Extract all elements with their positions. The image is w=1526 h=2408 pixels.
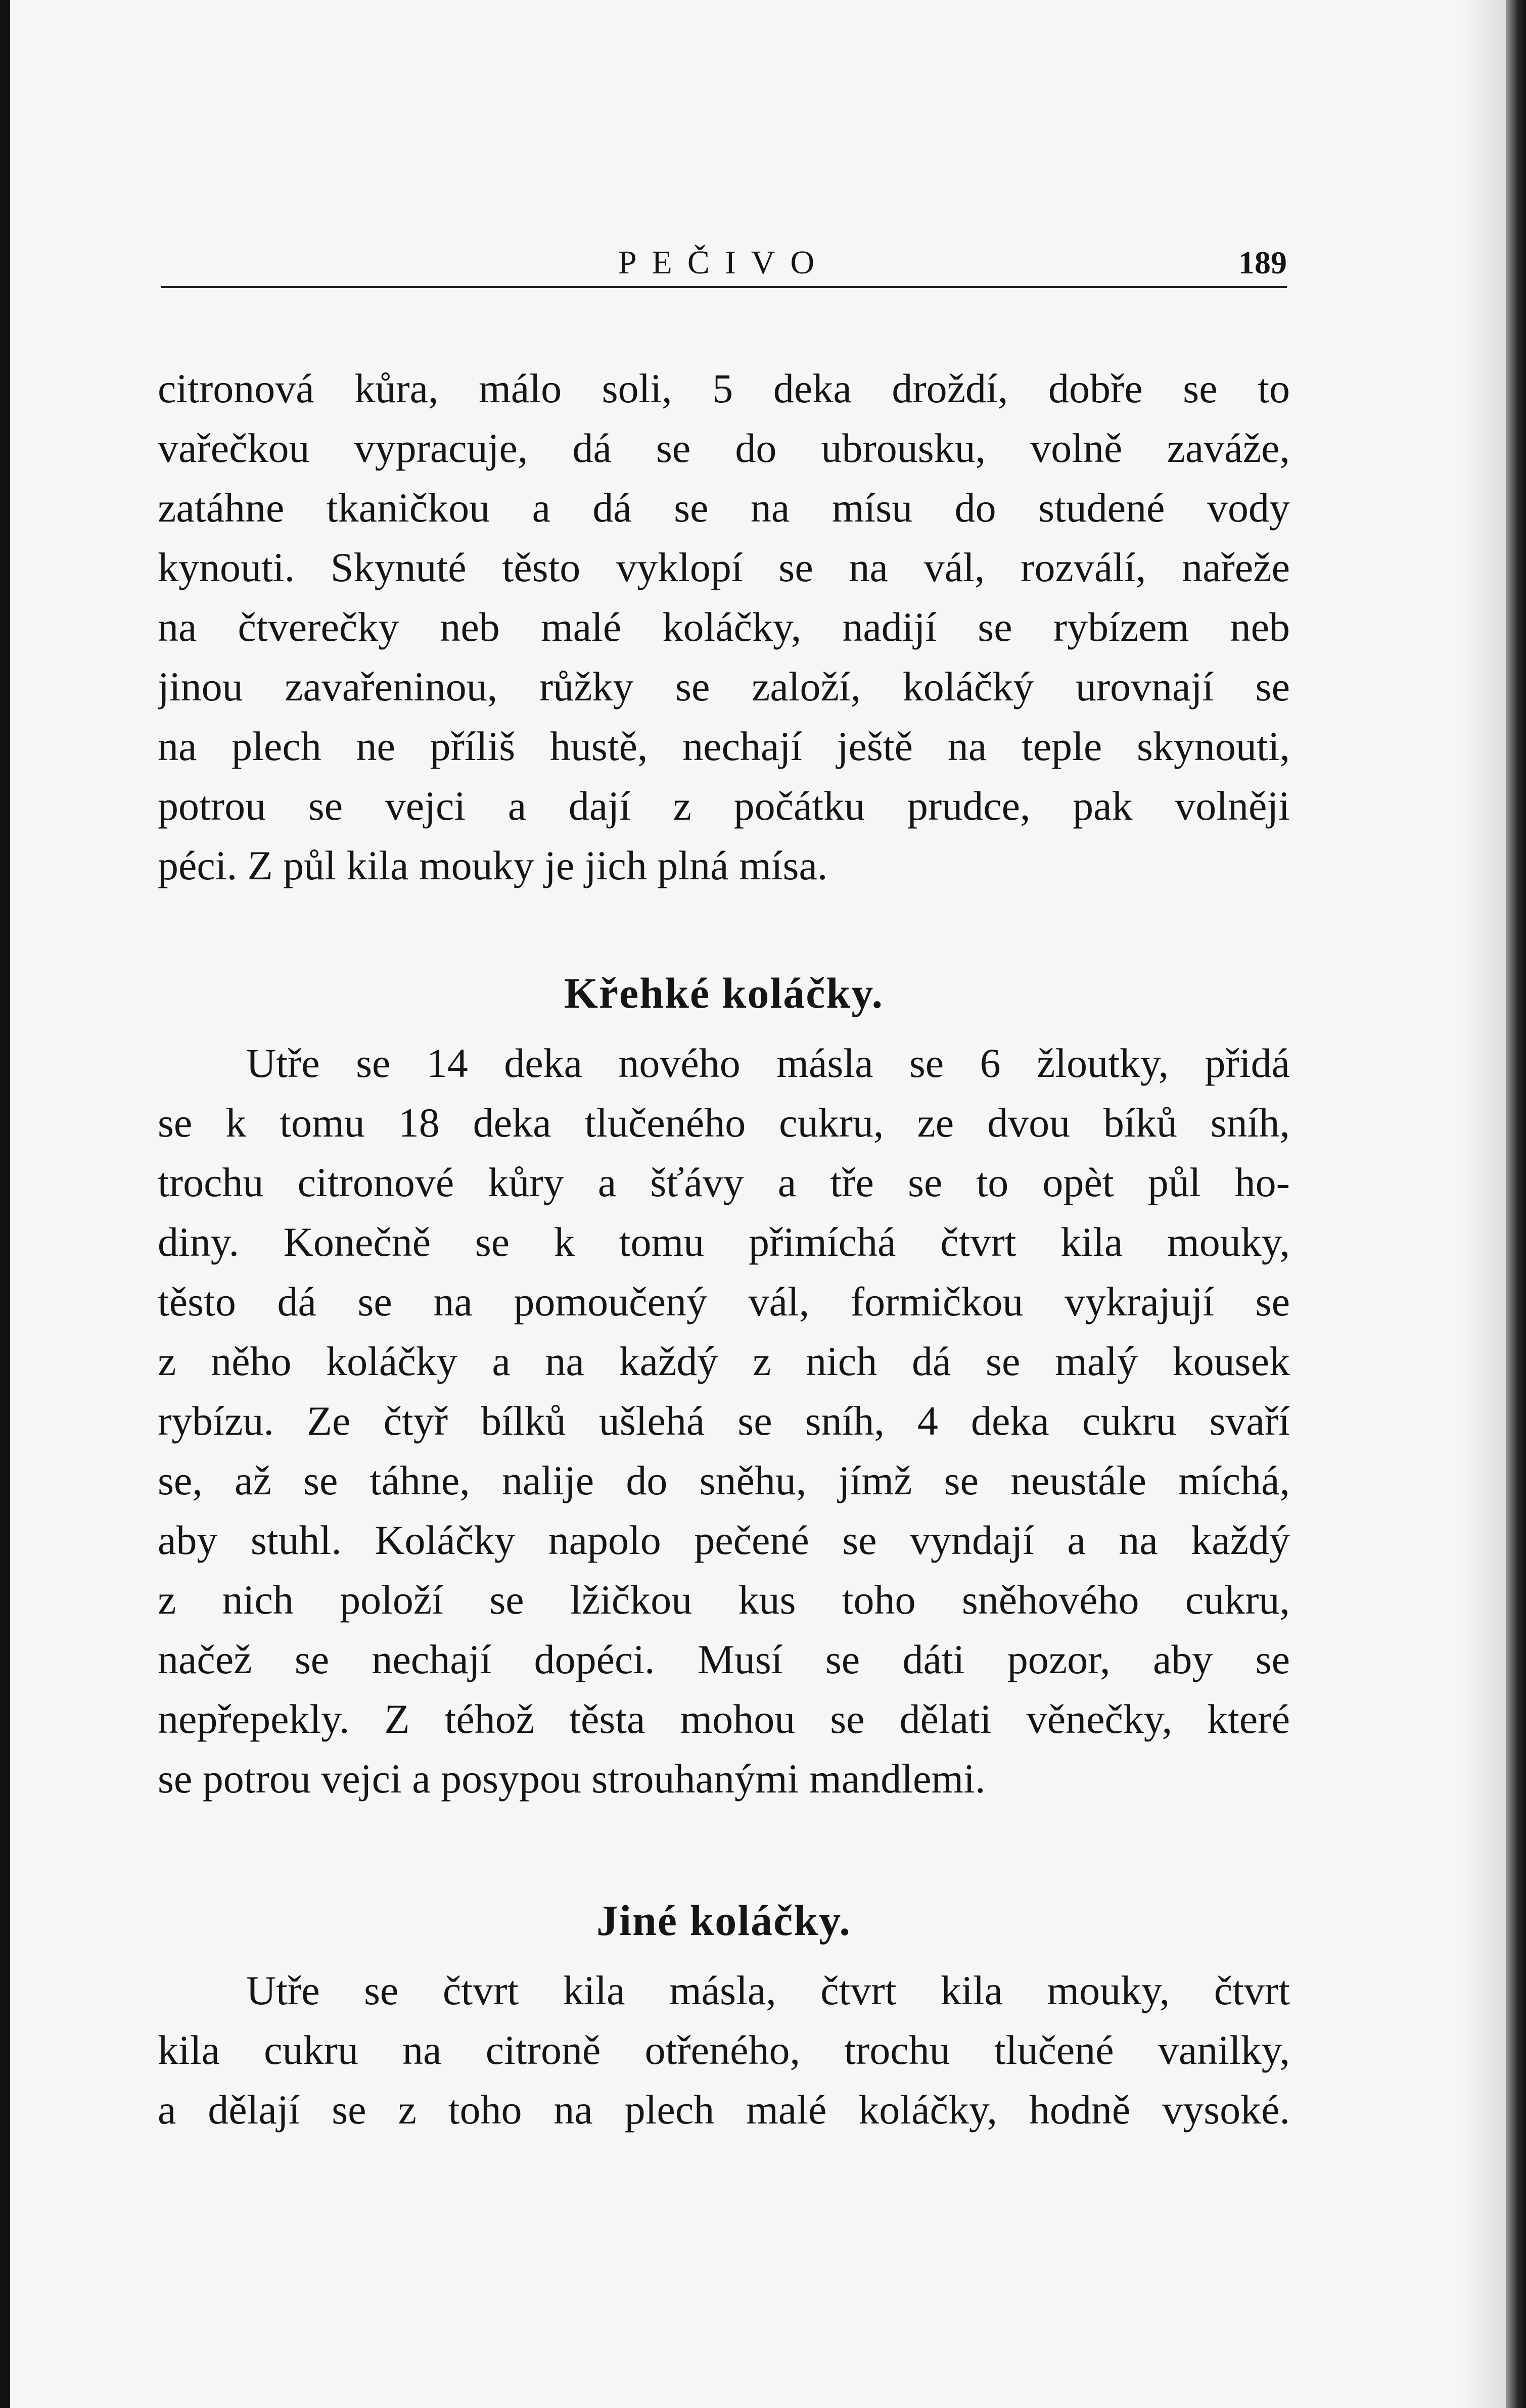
text-line: nepřepekly. Z téhož těsta mohou se dělati věnečky, které <box>158 1696 1290 1742</box>
paragraph-jine-kolacky <box>158 1961 1290 2140</box>
text-line: kynouti. Skynuté těsto vyklopí se na vál, rozválí, nařeže <box>158 544 1290 590</box>
text-line: jinou zavařeninou, růžky se založí, koláčký urovnají se <box>158 664 1290 710</box>
text-line: se k tomu 18 deka tlučeného cukru, ze dvou bíků sníh, <box>158 1100 1290 1146</box>
running-head <box>161 238 1287 288</box>
text-line: na plech ne příliš hustě, nechají ještě na teple skynouti, <box>158 723 1290 769</box>
text-line: z nich položí se lžičkou kus toho sněhového cukru, <box>158 1577 1290 1623</box>
running-title: PEČIVO <box>618 244 830 281</box>
paragraph-continuation <box>158 359 1290 895</box>
text-line: rybízu. Ze čtyř bílků ušlehá se sníh, 4 deka cukru svaří <box>158 1398 1290 1444</box>
text-line: se, až se táhne, nalije do sněhu, jímž se neustále míchá, <box>158 1457 1290 1503</box>
text-line: diny. Konečně se k tomu přimíchá čtvrt kila mouky, <box>158 1219 1290 1265</box>
header-rule <box>161 286 1287 288</box>
text-line: trochu citronové kůry a šťávy a tře se to opèt půl ho- <box>158 1159 1290 1205</box>
text-line: načež se nechají dopéci. Musí se dáti pozor, aby se <box>158 1636 1290 1682</box>
section-heading-krehke-kolacky: Křehké koláčky. <box>564 969 884 1017</box>
text-line: Utře se čtvrt kila másla, čtvrt kila mouky, čtvrt <box>246 1967 1290 2013</box>
text-line: citronová kůra, málo soli, 5 deka droždí, dobře se to <box>158 365 1290 411</box>
paragraph-krehke-kolacky <box>158 1033 1290 1809</box>
scan-left-edge <box>0 0 10 2408</box>
text-line: zatáhne tkaničkou a dá se na mísu do studené vody <box>158 485 1290 531</box>
text-line: těsto dá se na pomoučený vál, formičkou vykrajují se <box>158 1279 1290 1325</box>
text-line: a dělají se z toho na plech malé koláčky, hodně vysoké. <box>158 2087 1290 2133</box>
text-line: se potrou vejci a posypou strouhanými mandlemi. <box>158 1756 986 1802</box>
text-line: péci. Z půl kila mouky je jich plná mísa. <box>158 842 828 888</box>
section-heading-jine-kolacky: Jiné koláčky. <box>596 1896 851 1945</box>
scan-right-edge <box>1506 0 1526 2408</box>
text-line: vařečkou vypracuje, dá se do ubrousku, volně zaváže, <box>158 425 1290 471</box>
text-line: potrou se vejci a dají z počátku prudce, pak volněji <box>158 783 1290 829</box>
text-line: aby stuhl. Koláčky napolo pečené se vyndají a na každý <box>158 1517 1290 1563</box>
scan-page-gutter-shadow <box>1460 0 1506 2408</box>
page-number: 189 <box>1238 245 1287 280</box>
text-line: z něho koláčky a na každý z nich dá se malý kousek <box>158 1338 1290 1384</box>
text-line: Utře se 14 deka nového másla se 6 žloutky, přidá <box>246 1040 1290 1086</box>
text-line: na čtverečky neb malé koláčky, nadijí se rybízem neb <box>158 604 1290 650</box>
text-line: kila cukru na citroně otřeného, trochu tlučené vanilky, <box>158 2027 1290 2073</box>
